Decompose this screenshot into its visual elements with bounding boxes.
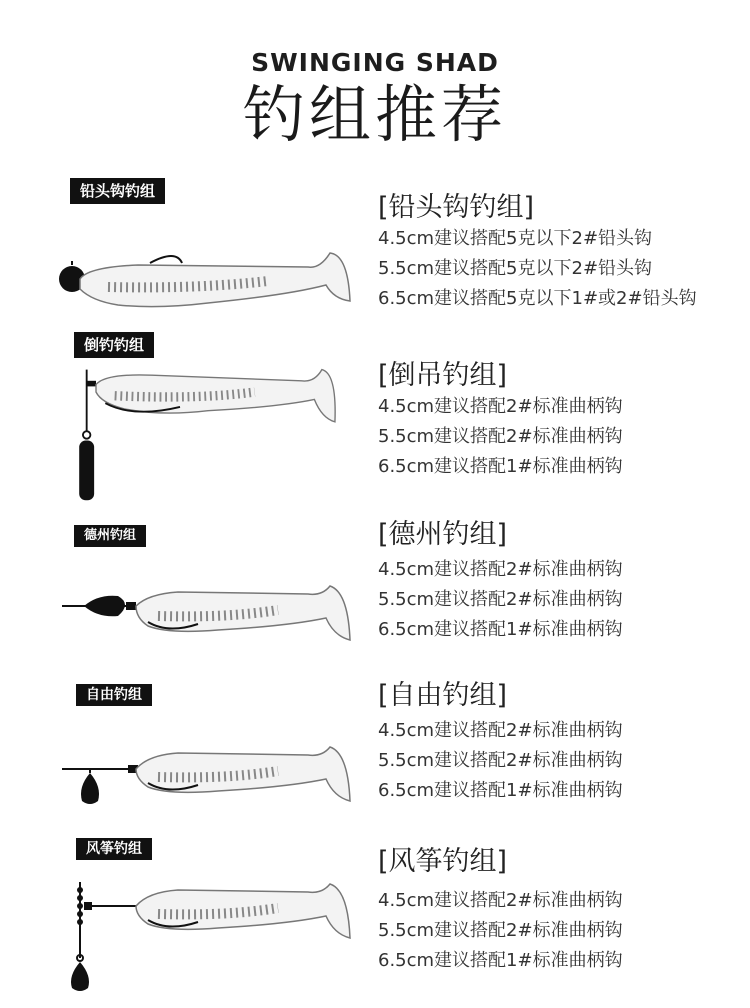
rig-spec-line: 6.5cm建议搭配5克以下1#或2#铅头钩: [378, 288, 697, 309]
rig-spec-line: 6.5cm建议搭配1#标准曲柄钩: [378, 780, 623, 801]
kite-rig-weight: [71, 962, 89, 991]
section-texas-rig: [0, 519, 750, 690]
bullet-weight: [84, 596, 125, 617]
rig-spec-line: 4.5cm建议搭配2#标准曲柄钩: [378, 890, 623, 911]
rig-spec-line: 6.5cm建议搭配1#标准曲柄钩: [378, 456, 623, 477]
rig-spec-line: 5.5cm建议搭配2#标准曲柄钩: [378, 589, 623, 610]
section-drop-shot-rig: [0, 332, 750, 497]
rig-info: [378, 360, 623, 482]
rig-heading: [自由钓组]: [378, 680, 508, 711]
swim-shad-body: [80, 253, 350, 307]
section-free-rig: [0, 680, 750, 849]
drop-shot-weight: [79, 441, 94, 501]
drop-shot-rig-illustration: [58, 364, 358, 504]
free-rig-illustration: [58, 712, 358, 852]
free-rig-weight: [81, 773, 99, 804]
rig-spec-line: 5.5cm建议搭配2#标准曲柄钩: [378, 426, 623, 447]
rig-badge: 倒钓钓组: [74, 332, 154, 358]
rig-spec-line: 5.5cm建议搭配5克以下2#铅头钩: [378, 258, 653, 279]
rig-heading: [铅头钩钓组]: [378, 192, 535, 223]
rig-info: [378, 192, 697, 314]
rig-heading: [倒吊钓组]: [378, 360, 508, 391]
rig-spec-line: 4.5cm建议搭配2#标准曲柄钩: [378, 559, 623, 580]
rig-info: [378, 846, 623, 976]
rig-spec-line: 4.5cm建议搭配2#标准曲柄钩: [378, 720, 623, 741]
section-kite-rig: [0, 838, 750, 1003]
rig-spec-line: 5.5cm建议搭配2#标准曲柄钩: [378, 750, 623, 771]
rig-spec-line: 6.5cm建议搭配1#标准曲柄钩: [378, 950, 623, 971]
rig-badge: 风筝钓组: [76, 838, 152, 860]
rig-info: [378, 680, 623, 806]
hook-shank: [150, 256, 182, 263]
kite-rig-illustration: [58, 868, 358, 1008]
rig-spec-line: 4.5cm建议搭配5克以下2#铅头钩: [378, 228, 653, 249]
rig-spec-line: 5.5cm建议搭配2#标准曲柄钩: [378, 920, 623, 941]
rig-heading: [德州钓组]: [378, 519, 508, 550]
rig-badge: 自由钓组: [76, 684, 152, 706]
rig-info: [378, 519, 623, 645]
swivel: [84, 902, 92, 910]
rig-badge: 铅头钩钓组: [70, 178, 165, 204]
brand-name: SWINGING SHAD: [251, 48, 499, 77]
rig-spec-line: 6.5cm建议搭配1#标准曲柄钩: [378, 619, 623, 640]
texas-rig-illustration: [58, 551, 358, 691]
rig-spec-line: 4.5cm建议搭配2#标准曲柄钩: [378, 396, 623, 417]
section-jig-head-rig: [0, 178, 750, 343]
swim-shad-body: [96, 370, 335, 422]
rig-badge: 德州钓组: [74, 525, 146, 547]
rig-heading: [风筝钓组]: [378, 846, 508, 877]
page-title: 钓组推荐: [242, 78, 507, 151]
